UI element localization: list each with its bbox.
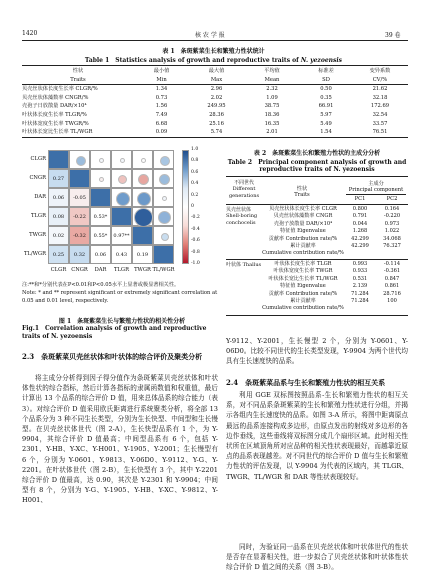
table-cell: 叶状体长度生长率 TLGR/% <box>22 111 87 118</box>
diagonal-cell <box>69 169 90 188</box>
correlation-dot <box>160 156 170 166</box>
table-cell: 249.95 <box>207 103 226 110</box>
correlation-matrix <box>22 147 222 290</box>
correlation-circle <box>132 207 153 226</box>
table-cell: 2.32 <box>266 86 278 93</box>
col-label: TLGR <box>114 267 129 273</box>
col-label: DAR <box>94 267 107 273</box>
section-2-3-body: 将主成分分析得到因子得分值作为条斑紫菜贝壳丝状体和叶状体性状的综合指标，然后计算各指标的隶属函数值和权重值，最后计算出 13 个品系的综合评价 D 值，用来总体品系的综合能力（表 3）。对综合评价 D 值采用欧氏距离进行系统聚类分析，将全部 13 个品系分为 3 种不同生长类型，分别为生长快型、中间型和生长慢型。在贝壳丝状体世代（图 2-A），生长快型品系有 1 个，为 Y-9904，其综合评价 D 值最高；中间型品系有 6 个，包括 Y-2301、Y-HB、Y-XC、Y-H001、Y-1905、Y-2001；生长慢型有 6 个，分别为 Y-0601、Y-9813、Y-06D0、Y-9112、Y-G、Y-2201。在叶状体世代（图 2-B），生长快型有 3 个，其中 Y-2201 综合评价 D 值最高，达 0.90，其次是 Y-2301 和 Y-9904；中间型有 8 个，分别为 Y-G、Y-1905、Y-HB、Y-XC、Y-9812、Y-H001、 <box>22 374 218 505</box>
table-cell: 叶状体宽度生长率 TWGR <box>273 268 333 275</box>
table-cell: 71.284 <box>351 298 369 305</box>
table2-caption-cn: 表 2 条斑紫菜生长和繁殖力性状的主成分分析 <box>253 150 381 157</box>
correlation-value: 0.06 <box>90 245 111 264</box>
table-cell: 5.74 <box>210 129 223 136</box>
table2-section1 <box>262 206 408 258</box>
correlation-circle <box>132 169 153 188</box>
table-cell: 21.62 <box>372 86 388 93</box>
correlation-circle <box>111 169 132 188</box>
table-cell: 贝壳丝状体长度生长率 CLGR <box>269 206 337 212</box>
table1-head: Traits <box>70 76 86 83</box>
table-cell: 0.35 <box>320 94 332 101</box>
table-cell: 5.49 <box>320 120 332 127</box>
table2-bottom-rule <box>226 315 408 316</box>
table-cell: 2.96 <box>210 86 223 93</box>
table-cell: -0.361 <box>383 268 401 275</box>
table-row <box>262 228 408 235</box>
colorbar-tick: -0.2 <box>191 215 200 221</box>
table1-head: 标准差 <box>318 68 334 74</box>
correlation-circle <box>132 150 153 169</box>
table-cell: 0.861 <box>384 283 400 290</box>
table-cell: 5.97 <box>320 111 332 118</box>
correlation-circle <box>153 169 174 188</box>
table-cell: 壳孢子日放散量 DAR/×10⁴ <box>22 103 87 110</box>
table-cell: 0.973 <box>384 220 400 227</box>
colorbar-tick: 0.6 <box>191 169 199 175</box>
table-cell: 累计贡献率 <box>290 243 316 250</box>
correlation-circle <box>90 150 111 169</box>
correlation-circle <box>69 150 90 169</box>
table1-head: 性状 <box>72 68 84 74</box>
correlation-dot <box>134 208 153 227</box>
correlation-dot <box>161 233 169 241</box>
table-cell: 28.716 <box>383 290 401 297</box>
correlation-dot <box>99 177 104 182</box>
correlation-dot <box>137 192 151 206</box>
row-label: CNGR <box>29 175 46 181</box>
table-cell: 0.791 <box>352 213 368 220</box>
table-cell: 贡献率 Contribution rate/% <box>268 235 338 242</box>
table-cell: 贝壳丝状体藻数率 CNGR/% <box>22 94 89 101</box>
table-cell: -0.220 <box>383 213 401 220</box>
colorbar-tick: 1.0 <box>191 147 199 152</box>
table2-caption-en-1: Table 2 Principal component analysis of growth and <box>227 159 407 166</box>
table-cell: Cumulative contribution rate/% <box>262 305 344 312</box>
table2-head-rule <box>226 204 408 205</box>
section-2-4-heading: 2.4 条斑紫菜品系与生长和繁殖力性状的相互关系 <box>226 378 386 387</box>
section-2-3-heading: 2.3 条斑紫菜贝壳丝状体和叶状体的综合评价及聚类分析 <box>22 352 203 361</box>
colorbar-tick: -0.4 <box>191 226 200 232</box>
table2-head-pc-cn: 主成分 <box>368 181 384 187</box>
table-cell: 贝壳丝状体长度生长率 CLGR/% <box>22 86 98 93</box>
table1-caption-cn: 表 1 条斑紫菜生长和繁殖力性状统计 <box>162 48 265 55</box>
table-cell: 16.35 <box>264 120 280 127</box>
table-cell: 42.299 <box>351 235 369 242</box>
table-cell: 32.54 <box>372 111 388 118</box>
table-cell: 2.01 <box>266 129 278 136</box>
correlation-value: 0.19 <box>132 245 153 264</box>
table-cell: 0.73 <box>155 94 168 101</box>
row-label: TWGR <box>29 232 46 238</box>
table-cell: 38.75 <box>264 103 280 110</box>
table-cell: 32.18 <box>372 94 388 101</box>
colorbar <box>182 150 189 264</box>
table-cell: 25.16 <box>209 120 224 127</box>
table2-head-traits-en: Traits <box>294 192 310 198</box>
correlation-value: 0.32 <box>69 245 90 264</box>
table1-caption-en <box>0 55 427 64</box>
colorbar-tick: -0.8 <box>191 249 200 255</box>
correlation-dot <box>76 156 86 166</box>
diagonal-cell <box>90 188 111 207</box>
table-cell: 贡献率 Contribution rate/% <box>268 290 338 297</box>
table2-head-traits-cn: 性状 <box>296 186 308 192</box>
table-row <box>22 102 408 111</box>
table-row <box>262 298 408 305</box>
table-row <box>262 305 408 312</box>
correlation-circle <box>153 188 174 207</box>
table2-head-pc-rule <box>346 194 406 195</box>
correlation-dot <box>138 174 149 185</box>
table-cell: 76.327 <box>383 243 401 250</box>
table-cell: 28.36 <box>209 111 224 118</box>
table-cell: 0.847 <box>384 275 400 282</box>
table1-caption-species: N. yezoensis <box>300 57 343 64</box>
table-cell: 叶状体长宽比生长率 TL/WGR <box>268 275 338 282</box>
figure1-note-cn: 注:**和*分别代表在P<0.01和P<0.05水平上显著或极显著相关性。 <box>22 282 180 288</box>
table-cell: 1.268 <box>352 228 368 235</box>
table-cell: 1.54 <box>320 129 332 136</box>
table-cell: 0.09 <box>155 129 168 136</box>
table-cell: 1.56 <box>155 103 168 110</box>
correlation-value: 0.25 <box>48 245 69 264</box>
colorbar-tick: -1.0 <box>191 261 200 266</box>
correlation-value: -0.05 <box>69 188 90 207</box>
col-label: CNGR <box>71 267 88 273</box>
correlation-circle <box>132 188 153 207</box>
table-row <box>22 128 408 137</box>
table-row <box>262 268 408 275</box>
table1-head: Max <box>210 76 223 83</box>
table-cell: 2.02 <box>210 94 223 101</box>
table-row <box>262 283 408 290</box>
correlation-dot <box>99 158 104 163</box>
table2-top-rule <box>226 176 408 177</box>
table-row <box>22 94 408 103</box>
diagonal-cell <box>132 226 153 245</box>
table-cell: 33.57 <box>372 120 388 127</box>
table-cell: 0.993 <box>352 261 368 267</box>
table-cell: 0.164 <box>384 206 400 212</box>
diagonal-cell <box>153 245 174 264</box>
table1-bottom-rule <box>22 137 408 138</box>
colorbar-tick: 0.2 <box>191 192 199 198</box>
row-label: CLGR <box>30 156 46 162</box>
section-2-4-body-2: 同时，为验证同一品系在贝壳丝状体和叶状体世代的性状是否存在显著相关性，进一步拟合了贝壳丝状体和叶状体性状综合评价 D 值之间的关系（图 3-B）。 <box>226 543 408 572</box>
row-label: DAR <box>34 194 46 200</box>
table-cell: 100 <box>387 298 397 305</box>
table-cell: 18.36 <box>264 111 280 118</box>
table-cell: 1.022 <box>384 228 400 235</box>
col-label: CLGR <box>50 267 67 273</box>
table2-head-pc2: PC2 <box>386 196 398 202</box>
correlation-circle <box>90 169 111 188</box>
table-cell: 壳孢子放散量 DAR/×10⁴ <box>273 220 333 227</box>
table2-caption-en-2: reproductive traits of N. yezoensis <box>259 166 375 173</box>
section-2-4-body: 利用 GGE 双标图按照品系-生长和繁殖力性状的相互关系，对不同品系条斑紫菜的生长和繁殖力性状进行分组，并揭示各组内生长速度快的品系。如图 3-A 所示，将图中距离原点最远的品系连接构成多边形，由原点发出的射线对多边形的各边作垂线，这些垂线将双标图分成几个扇形区域。此时相关性状所在区域顶角所对应品种的相关性状表现最好，而越靠近原点的品系表现越差。对不同世代的综合评价 D 值与生长和繁殖力性状的评估发现，以 Y-9904 为代表的区域内，其 TLGR、TWGR、TL/WGR 和 DAR 等性状表现较好。 <box>226 391 408 481</box>
table-cell: 1.34 <box>155 86 168 93</box>
correlation-value: -0.32 <box>69 226 90 245</box>
table1-head: 最小值 <box>153 68 170 74</box>
col-label: TL/WGR <box>152 267 175 273</box>
correlation-value: -0.22 <box>69 207 90 226</box>
table-row <box>262 250 408 257</box>
colorbar-tick: 0 <box>191 204 194 209</box>
table-cell: 172.69 <box>370 103 390 110</box>
table-cell: -0.114 <box>383 261 401 267</box>
correlation-value: 0.55* <box>90 226 111 245</box>
col-label: TWGR <box>134 267 151 273</box>
table2-mid-rule <box>226 259 408 260</box>
correlation-dot <box>159 174 170 185</box>
correlation-value: 0.08 <box>48 207 69 226</box>
right-para-1: Y-9112、Y-2001，生长慢型 2 个，分别为 Y-0601、Y-06D0。比较不同世代的生长类型发现，Y-9904 为两个世代均具有生长速度快的品系。 <box>226 337 408 366</box>
colorbar-tick: 0.8 <box>191 158 199 164</box>
table-cell: 叶状体宽度生长率 TWGR/% <box>22 120 89 127</box>
table-cell: 叶状体长度生长率 TLGR <box>274 261 332 267</box>
row-label: TL/WGR <box>23 251 46 257</box>
table-cell: 6.68 <box>155 120 168 127</box>
diagonal-cell <box>111 207 132 226</box>
table1-head: 最大值 <box>208 68 225 74</box>
table-cell: 0.531 <box>352 275 368 282</box>
table-row <box>22 85 408 94</box>
table1-head-cn <box>22 67 408 76</box>
table-cell: 0.50 <box>320 86 332 93</box>
table1-head-en <box>22 76 408 85</box>
header-rule <box>22 40 408 41</box>
correlation-circle <box>111 150 132 169</box>
table-row <box>22 111 408 120</box>
correlation-dot <box>141 158 146 163</box>
volume-label: 39 卷 <box>385 32 401 39</box>
table-cell: 叶状体长宽比生长率 TL/WGR <box>22 129 93 136</box>
table1-head: 变异系数 <box>369 68 391 74</box>
correlation-circle <box>153 207 174 226</box>
table-cell: 34.068 <box>383 235 401 242</box>
table2-head-pc-en: Principal component <box>348 187 404 193</box>
table1-head: SD <box>322 76 330 83</box>
table1-head: Mean <box>264 76 280 83</box>
figure1-note-en: Note: * and ** represent significant or extremely significant correlation at 0.05 and 0.01 level, respectively. <box>22 290 218 304</box>
table-cell: 贝壳丝状体藻数率 CNGR <box>273 213 333 220</box>
correlation-dot <box>120 158 125 163</box>
table-cell: 累计贡献率 <box>290 298 316 305</box>
colorbar-tick: -0.6 <box>191 238 200 244</box>
colorbar-tick: 0.4 <box>191 181 199 187</box>
table-cell: Cumulative contribution rate/% <box>262 250 344 257</box>
correlation-circle <box>153 150 174 169</box>
table-cell: 特征值 Eigenvalue <box>280 228 326 235</box>
table1 <box>22 67 408 137</box>
diagonal-cell <box>48 150 69 169</box>
table-cell: 42.299 <box>351 243 369 250</box>
correlation-dot <box>162 196 167 201</box>
table-cell: 1.09 <box>266 94 278 101</box>
correlation-value: 0.06 <box>48 188 69 207</box>
table-cell: 0.800 <box>352 206 368 212</box>
table-cell: 76.51 <box>372 129 388 136</box>
table-row <box>262 291 408 298</box>
table2-head-generations: 不同世代 Different generations <box>228 180 260 199</box>
correlation-circle <box>111 188 132 207</box>
table1-head: Min <box>156 76 167 83</box>
correlation-dot <box>116 192 130 206</box>
correlation-value: 0.97** <box>111 226 132 245</box>
table1-head: CV/% <box>372 76 388 83</box>
table-cell: 71.284 <box>351 290 369 297</box>
table2-group-conchocelis: 贝壳丝状体 Shell-boring conchocelis <box>226 207 258 226</box>
correlation-value: 0.43 <box>111 245 132 264</box>
table-row <box>262 236 408 243</box>
figure1-caption-cn: 图 1 条斑紫菜生长与繁殖力性状的相关性分析 <box>58 318 186 325</box>
correlation-value: 0.02 <box>48 226 69 245</box>
table-cell: 特征值 Eigenvalue <box>280 283 326 290</box>
page-number: 1420 <box>22 30 38 37</box>
table1-caption-en-prefix: Table 1 Statistics analysis of growth and reproductive traits of <box>84 57 301 64</box>
correlation-dot <box>118 175 127 184</box>
table-cell: 2.139 <box>352 283 368 290</box>
correlation-circle <box>153 226 174 245</box>
table2-head-pc1: PC1 <box>354 196 366 202</box>
table2-section2 <box>262 261 408 313</box>
table-row <box>262 213 408 220</box>
table1-top-rule <box>22 65 408 66</box>
table-cell: 7.49 <box>155 111 168 118</box>
row-label: TLGR <box>31 213 46 219</box>
correlation-dot <box>158 211 171 224</box>
correlation-value: 0.27 <box>48 169 69 188</box>
table-cell: 66.91 <box>318 103 334 110</box>
table2-group-thallus: 叶状体 Thallus <box>226 262 262 268</box>
journal-name: 核 农 学 报 <box>195 32 225 39</box>
table-row <box>22 120 408 129</box>
correlation-value: 0.53* <box>90 207 111 226</box>
table1-head: 平均值 <box>264 68 280 74</box>
table-row <box>262 243 408 250</box>
figure1-caption-en: Fig.1 Correlation analysis of growth and reproductive traits of N. yezoensis <box>22 325 207 340</box>
table-cell: 0.044 <box>352 220 368 227</box>
table-cell: 0.933 <box>352 268 368 275</box>
